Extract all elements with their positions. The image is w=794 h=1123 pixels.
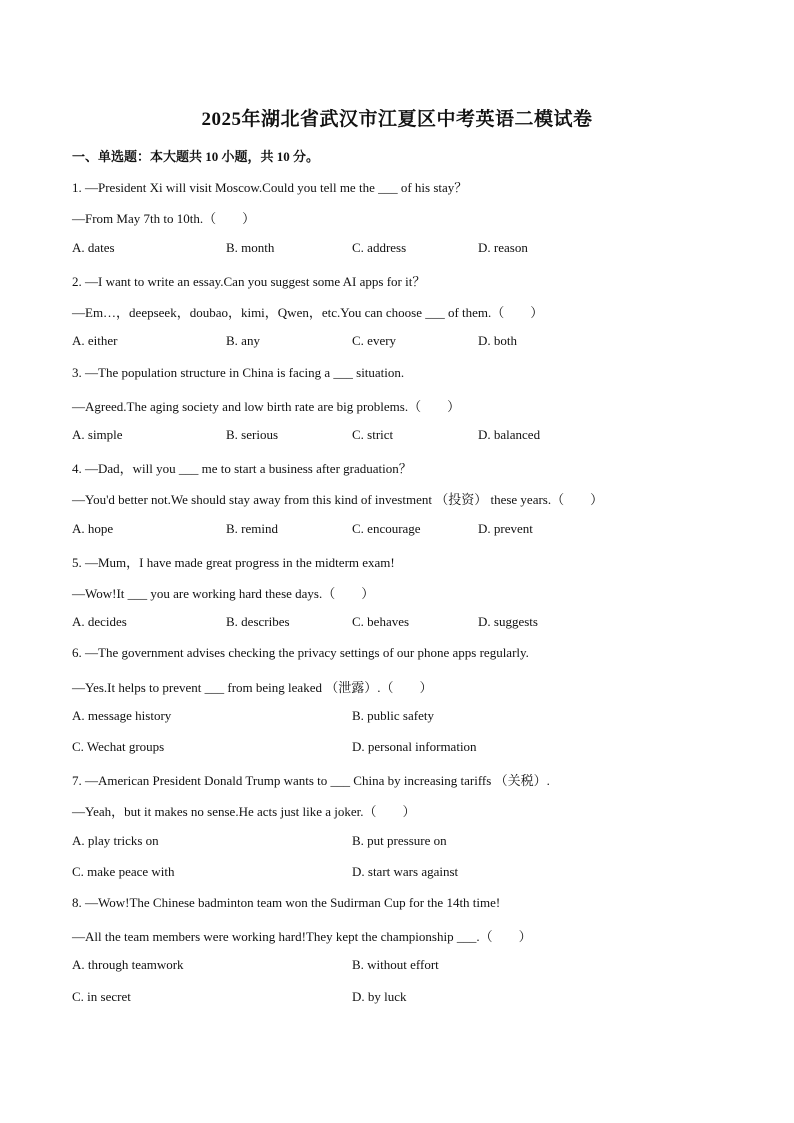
question-1-option-c: C. address <box>352 240 407 255</box>
question-4-option-c: C. encourage <box>352 521 421 536</box>
question-6-option-d: D. personal information <box>352 739 477 754</box>
exam-title: 2025年湖北省武汉市江夏区中考英语二模试卷 <box>201 109 593 130</box>
question-6-option-c: C. Wechat groups <box>72 739 165 754</box>
question-1-option-d: D. reason <box>478 240 528 255</box>
question-1-response: —From May 7th to 10th.（ ） <box>72 211 256 226</box>
question-6-option-b: B. public safety <box>352 708 434 723</box>
question-7-option-d: D. start wars against <box>352 864 459 879</box>
section-heading: 一、单选题：本大题共 10 小题，共 10 分。 <box>72 149 320 164</box>
question-3-stem: 3. —The population structure in China is facing a ___ situation. <box>72 365 405 380</box>
question-1-option-a: A. dates <box>72 240 115 255</box>
question-5-response: —Wow!It ___ you are working hard these days.（ ） <box>72 586 375 601</box>
question-5-option-b: B. describes <box>226 614 290 629</box>
question-4-option-d: D. prevent <box>478 521 533 536</box>
question-2-option-b: B. any <box>226 333 260 348</box>
question-1-option-b: B. month <box>226 240 275 255</box>
question-7-option-a: A. play tricks on <box>72 833 159 848</box>
question-7-option-b: B. put pressure on <box>352 833 447 848</box>
question-8-option-d: D. by luck <box>352 989 407 1004</box>
question-5-option-d: D. suggests <box>478 614 538 629</box>
question-3-response: —Agreed.The aging society and low birth rate are big problems.（ ） <box>72 399 461 414</box>
question-3-option-c: C. strict <box>352 427 394 442</box>
question-2-stem: 2. —I want to write an essay.Can you suggest some AI apps for it？ <box>72 274 426 289</box>
question-8-option-b: B. without effort <box>352 957 439 972</box>
question-5-stem: 5. —Mum，I have made great progress in the midterm exam! <box>72 555 395 570</box>
question-5-option-a: A. decides <box>72 614 127 629</box>
question-7-option-c: C. make peace with <box>72 864 175 879</box>
question-2-option-d: D. both <box>478 333 517 348</box>
question-2-option-a: A. either <box>72 333 118 348</box>
question-3-option-b: B. serious <box>226 427 278 442</box>
question-8-option-a: A. through teamwork <box>72 957 184 972</box>
question-4-stem: 4. —Dad，will you ___ me to start a business after graduation？ <box>72 461 412 476</box>
question-2-option-c: C. every <box>352 333 397 348</box>
question-1-stem: 1. —President Xi will visit Moscow.Could you tell me the ___ of his stay？ <box>72 180 468 195</box>
question-7-response: —Yeah，but it makes no sense.He acts just like a joker.（ ） <box>72 804 416 819</box>
question-8-option-c: C. in secret <box>72 989 131 1004</box>
question-8-stem: 8. —Wow!The Chinese badminton team won the Sudirman Cup for the 14th time! <box>72 895 501 910</box>
question-4-option-a: A. hope <box>72 521 114 536</box>
question-4-response: —You'd better not.We should stay away from this kind of investment （投资） these years.（ ） <box>72 492 604 507</box>
question-5-option-c: C. behaves <box>352 614 410 629</box>
question-4-option-b: B. remind <box>226 521 278 536</box>
question-2-response: —Em…，deepseek，doubao，kimi，Qwen，etc.You can choose ___ of them.（ ） <box>72 305 544 320</box>
question-6-option-a: A. message history <box>72 708 172 723</box>
question-8-response: —All the team members were working hard!They kept the championship ___.（ ） <box>72 929 532 944</box>
question-6-response: —Yes.It helps to prevent ___ from being leaked （泄露）.（ ） <box>72 680 433 695</box>
question-6-stem: 6. —The government advises checking the privacy settings of our phone apps regularly. <box>72 645 529 660</box>
question-3-option-d: D. balanced <box>478 427 541 442</box>
question-3-option-a: A. simple <box>72 427 123 442</box>
question-7-stem: 7. —American President Donald Trump wants to ___ China by increasing tariffs （关税）. <box>72 773 550 788</box>
